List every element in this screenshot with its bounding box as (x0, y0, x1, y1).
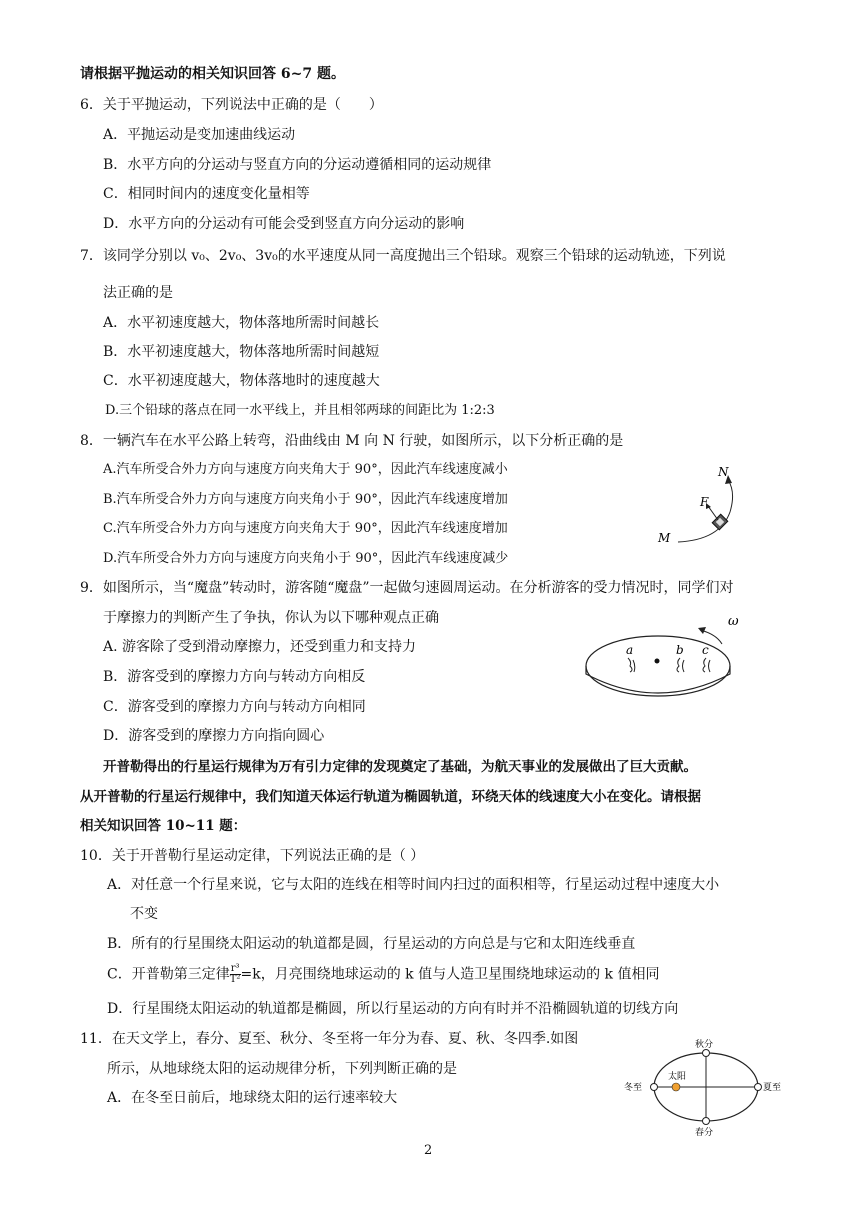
question-10-option-c (107, 964, 660, 985)
label-b: b (676, 643, 684, 657)
question-9-stem-line2: 于摩擦力的判断产生了争执，你认为以下哪种观点正确 (103, 610, 439, 626)
question-8-stem: 8．一辆汽车在水平公路上转弯，沿曲线由 M 向 N 行驶，如图所示，以下分析正确的是 (80, 433, 624, 449)
question-9-option-c: C．游客受到的摩擦力方向与转动方向相同 (103, 699, 366, 715)
question-9-option-d: D．游客受到的摩擦力方向指向圆心 (103, 728, 325, 744)
fraction-numerator: r³ (230, 963, 240, 974)
question-7-stem-line1: 7．该同学分别以 v₀、2v₀、3v₀的水平速度从同一高度抛出三个铅球。观察三个铅球的运动轨迹，下列说 (80, 248, 726, 264)
kepler-intro-line2: 从开普勒的行星运行规律中，我们知道天体运行轨道为椭圆轨道，环绕天体的线速度大小在变化。请根据 (80, 789, 701, 805)
label-omega: ω (728, 614, 739, 629)
disk-rim (586, 666, 730, 693)
kepler-intro-line3: 相关知识回答 10~11 题： (80, 818, 247, 834)
magic-disk-figure (580, 608, 760, 708)
question-6-option-c: C．相同时间内的速度变化量相等 (103, 186, 310, 202)
question-7-option-b: B．水平初速度越大，物体落地所需时间越短 (103, 344, 380, 360)
sun-icon (672, 1083, 680, 1091)
curve-path (678, 480, 733, 542)
question-10-option-b: B．所有的行星围绕太阳运动的轨道都是圆，行星运动的方向总是与它和太阳连线垂直 (107, 936, 636, 952)
question-10-stem: 10．关于开普勒行星运动定律，下列说法正确的是（ ） (80, 848, 425, 864)
question-6-option-a: A．平抛运动是变加速曲线运动 (103, 127, 296, 143)
question-9-option-a: A. 游客除了受到滑动摩擦力，还受到重力和支持力 (103, 639, 417, 655)
question-7-option-d: D.三个铅球的落点在同一水平线上，并且相邻两球的间距比为 1:2:3 (105, 403, 495, 418)
label-autumn: 秋分 (695, 1040, 714, 1050)
option-c-prefix: C．开普勒第三定律 (107, 966, 230, 983)
question-11-option-a: A．在冬至日前后，地球绕太阳的运行速率较大 (107, 1090, 398, 1106)
label-winter: 冬至 (624, 1083, 643, 1093)
question-9-stem-line1: 9．如图所示，当“魔盘”转动时，游客随“魔盘”一起做匀速圆周运动。在分析游客的受力情况时，同学们对 (80, 580, 734, 596)
question-11-stem-line2: 所示，从地球绕太阳的运动规律分析，下列判断正确的是 (107, 1061, 457, 1077)
earth-winter-icon (651, 1084, 658, 1091)
question-8-option-d: D.汽车所受合外力方向与速度方向夹角小于 90°，因此汽车线速度减少 (103, 551, 509, 566)
label-summer: 夏至 (763, 1083, 782, 1093)
option-c-suffix: =k，月亮围绕地球运动的 k 值与人造卫星围绕地球运动的 k 值相同 (240, 966, 660, 983)
earth-summer-icon (755, 1084, 762, 1091)
question-11-stem-line1: 11．在天文学上，春分、夏至、秋分、冬至将一年分为春、夏、秋、冬四季.如图 (80, 1031, 579, 1047)
question-10-option-d: D．行星围绕太阳运动的轨道都是椭圆，所以行星运动的方向有时并不沿椭圆轨道的切线方向 (107, 1001, 679, 1017)
question-6-option-d: D．水平方向的分运动有可能会受到竖直方向分运动的影响 (103, 216, 465, 232)
fraction-denominator: T² (229, 974, 241, 985)
question-7-option-c: C．水平初速度越大，物体落地时的速度越大 (103, 373, 380, 389)
label-sun: 太阳 (668, 1072, 687, 1082)
tourist-c-icon (703, 658, 710, 672)
disk-center (655, 659, 660, 664)
earth-autumn-icon (703, 1050, 710, 1057)
tourist-a-icon (628, 658, 635, 672)
question-7-stem-line2: 法正确的是 (103, 285, 173, 301)
label-n: N (718, 465, 729, 479)
kepler-third-law-fraction (230, 964, 241, 985)
question-10-option-a-line2: 不变 (130, 906, 158, 922)
question-8-option-a: A.汽车所受合外力方向与速度方向夹角大于 90°，因此汽车线速度减小 (103, 462, 508, 477)
earth-orbit-figure (620, 1036, 790, 1140)
label-c: c (702, 643, 709, 657)
question-7-option-a: A．水平初速度越大，物体落地所需时间越长 (103, 315, 380, 331)
tourist-b-icon (677, 658, 684, 672)
label-m: M (658, 531, 671, 545)
page-number: 2 (424, 1143, 433, 1158)
force-arrow (708, 506, 718, 520)
label-a: a (626, 643, 634, 657)
section-intro-6-7: 请根据平抛运动的相关知识回答 6~7 题。 (80, 66, 345, 82)
question-6-stem: 6．关于平抛运动，下列说法中正确的是（ ） (80, 97, 383, 113)
question-9-option-b: B．游客受到的摩擦力方向与转动方向相反 (103, 669, 366, 685)
kepler-intro-line1: 开普勒得出的行星运行规律为万有引力定律的发现奠定了基础，为航天事业的发展做出了巨大贡献。 (103, 759, 697, 775)
question-10-option-a-line1: A．对任意一个行星来说，它与太阳的连线在相等时间内扫过的面积相等，行星运动过程中速度大小 (107, 877, 720, 893)
curve-motion-figure (650, 462, 760, 552)
label-f: F (700, 495, 709, 509)
label-spring: 春分 (695, 1128, 714, 1138)
car-icon (712, 514, 728, 530)
question-8-option-c: C.汽车所受合外力方向与速度方向夹角大于 90°，因此汽车线速度增加 (103, 521, 508, 536)
earth-spring-icon (703, 1118, 710, 1125)
question-6-option-b: B．水平方向的分运动与竖直方向的分运动遵循相同的运动规律 (103, 157, 492, 173)
question-8-option-b: B.汽车所受合外力方向与速度方向夹角小于 90°，因此汽车线速度增加 (103, 492, 508, 507)
